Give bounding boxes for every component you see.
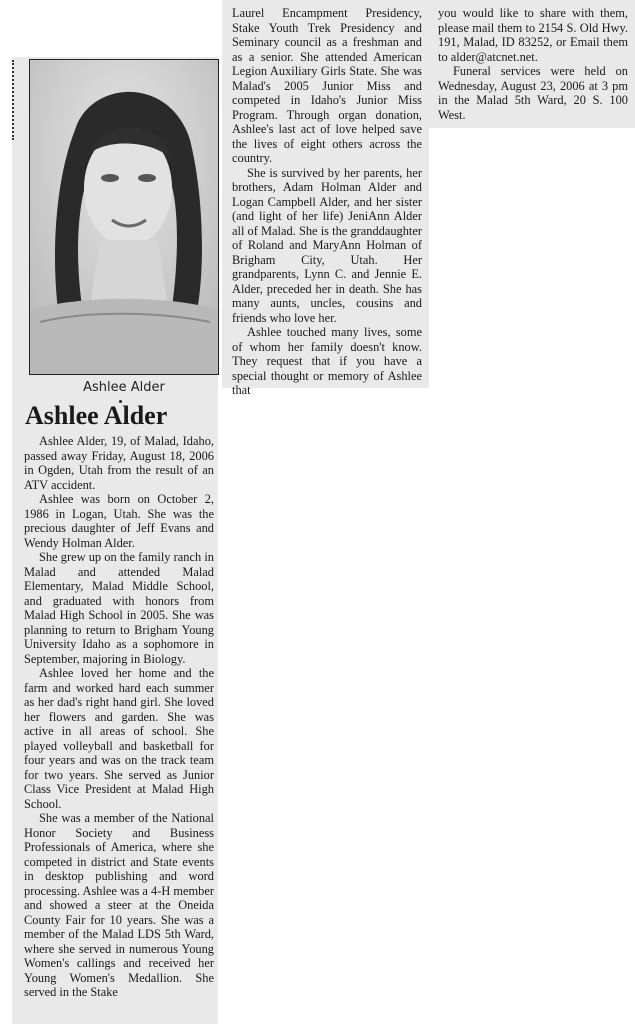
paragraph: She grew up on the family ranch in Malad and attended Malad Elementary, Malad Middle School, and graduated with honors from Malad High School in 2005. She was planning to return to Brigham Young University Idaho as a sophomore in September, majoring in Biology. bbox=[24, 550, 214, 666]
paragraph: Laurel Encampment Presidency, Stake Youth Trek Presidency and Seminary council as a freshman and as a senior. She attended American Legion Auxiliary Girls State. She was Malad's 2005 Junior Miss and competed in Idaho's Junior Miss Program. Through organ donation, Ashlee's last act of love helped save the lives of eight others across the country. bbox=[232, 6, 422, 165]
paragraph: She is survived by her parents, her brothers, Adam Holman Alder and Logan Campbell Alder, and her sister (and light of her life) JeniAnn Alder all of Malad. She is the granddaughter of Roland and MaryAnn Holman of Brigham City, Utah. Her grandparents, Lynn C. and Jennie E. Alder, preceded her in death. She has many aunts, uncles, cousins and friends who love her. bbox=[232, 165, 422, 325]
portrait-photo bbox=[29, 59, 219, 375]
article-column-middle bbox=[232, 6, 422, 398]
paragraph: Funeral services were held on Wednesday, August 23, 2006 at 3 pm in the Malad 5th Ward, 20 S. 100 West. bbox=[438, 64, 628, 122]
paragraph: you would like to share with them, please mail them to 2154 S. Old Hwy. 191, Malad, ID 83252, or Email them to alder@atcnet.net. bbox=[438, 6, 628, 64]
paragraph: Ashlee loved her home and the farm and worked hard each summer as her dad's right hand girl. She loved her flowers and garden. She was active in all areas of school. She played volleyball and basketball for four years and was on the track team for two years. She served as Junior Class Vice President at Malad High School. bbox=[24, 666, 214, 811]
obituary-headline: Ashlee Alder bbox=[25, 401, 168, 430]
photo-caption: Ashlee Alder bbox=[83, 380, 165, 395]
portrait-image-icon bbox=[30, 60, 218, 374]
article-column-right bbox=[438, 6, 628, 122]
paragraph: Ashlee Alder, 19, of Malad, Idaho, passed away Friday, August 18, 2006 in Ogden, Utah from the result of an ATV accident. bbox=[24, 434, 214, 492]
paragraph: Ashlee touched many lives, some of whom her family doesn't know. They request that if you have a special thought or memory of Ashlee that bbox=[232, 325, 422, 397]
article-column-left bbox=[24, 434, 214, 1000]
paragraph: Ashlee was born on October 2, 1986 in Logan, Utah. She was the precious daughter of Jeff Evans and Wendy Holman Alder. bbox=[24, 492, 214, 550]
paragraph: She was a member of the National Honor Society and Business Professionals of America, where she competed in district and State events in desktop publishing and word processing. Ashlee was a 4-H member and showed a steer at the Oneida County Fair for 10 years. She was a member of the Malad LDS 5th Ward, where she served in numerous Young Women's callings and received her Young Women's Medallion. She served in the Stake bbox=[24, 811, 214, 999]
clipping-edge-marks bbox=[12, 60, 17, 140]
